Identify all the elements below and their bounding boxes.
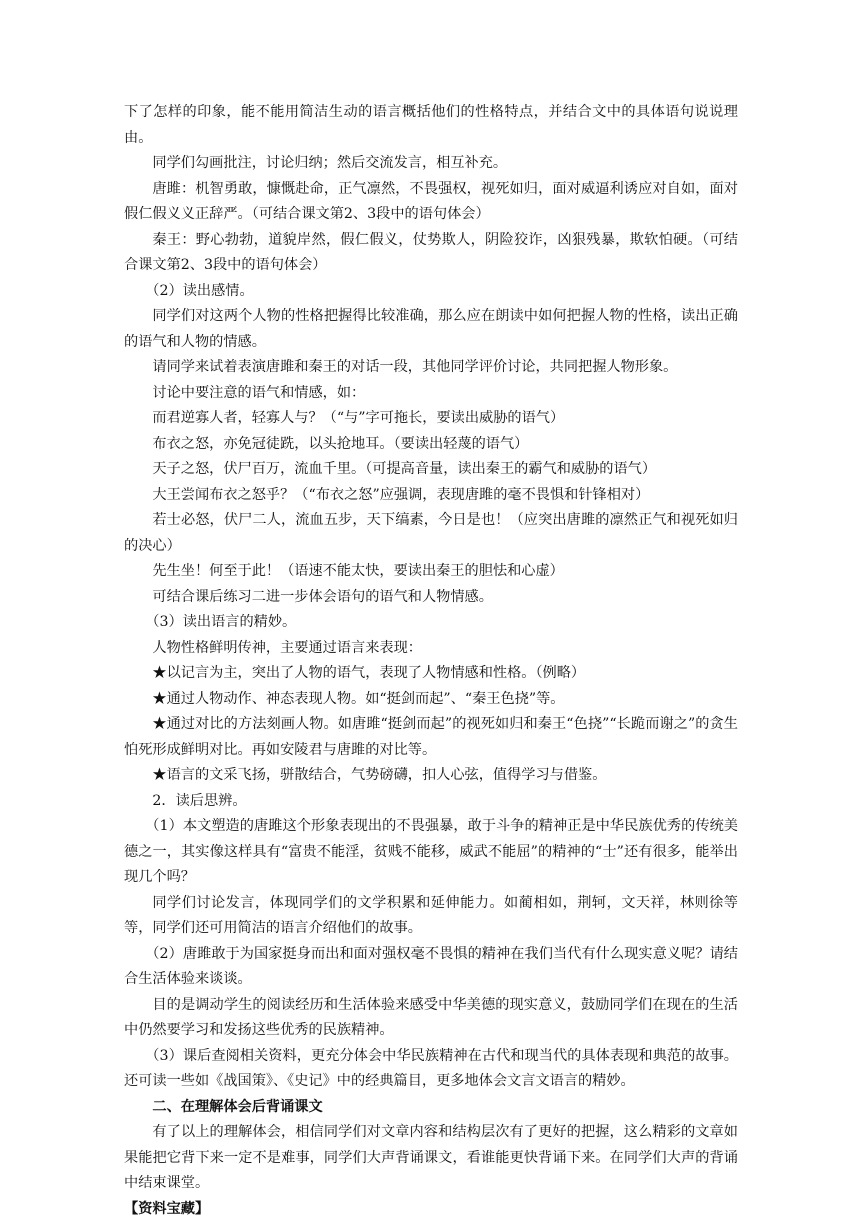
paragraph: 布衣之怒，亦免冠徒跣，以头抢地耳。（要读出轻蔑的语气） bbox=[124, 432, 738, 458]
paragraph: 二、在理解体会后背诵课文 bbox=[124, 1095, 738, 1121]
paragraph: 2．读后思辨。 bbox=[124, 789, 738, 815]
paragraph: （2）唐雎敢于为国家挺身而出和面对强权毫不畏惧的精神在我们当代有什么现实意义呢？请结合生活体验来谈谈。 bbox=[124, 942, 738, 993]
paragraph: 秦王：野心勃勃，道貌岸然，假仁假义，仗势欺人，阴险狡诈，凶狠残暴，欺软怕硬。（可结合课文第2、3段中的语句体会） bbox=[124, 228, 738, 279]
paragraph: ★通过人物动作、神态表现人物。如“挺剑而起”、“秦王色挠”等。 bbox=[124, 687, 738, 713]
paragraph: 人物性格鲜明传神，主要通过语言来表现： bbox=[124, 636, 738, 662]
paragraph: 有了以上的理解体会，相信同学们对文章内容和结构层次有了更好的把握，这么精彩的文章如果能把它背下来一定不是难事，同学们大声背诵课文，看谁能更快背诵下来。在同学们大声的背诵中结束课堂。 bbox=[124, 1120, 738, 1197]
paragraph: 【资料宝藏】 bbox=[124, 1197, 738, 1222]
paragraph: ★语言的文采飞扬，骈散结合，气势磅礴，扣人心弦，值得学习与借鉴。 bbox=[124, 763, 738, 789]
paragraph: 下了怎样的印象，能不能用简洁生动的语言概括他们的性格特点，并结合文中的具体语句说说理由。 bbox=[124, 100, 738, 151]
paragraph: ★通过对比的方法刻画人物。如唐雎“挺剑而起”的视死如归和秦王“色挠”“长跪而谢之”的贪生怕死形成鲜明对比。再如安陵君与唐雎的对比等。 bbox=[124, 712, 738, 763]
paragraph: 若士必怒，伏尸二人，流血五步，天下缟素，今日是也！（应突出唐雎的凛然正气和视死如归的决心） bbox=[124, 508, 738, 559]
paragraph: 同学们对这两个人物的性格把握得比较准确，那么应在朗读中如何把握人物的性格，读出正确的语气和人物的情感。 bbox=[124, 304, 738, 355]
paragraph: 而君逆寡人者，轻寡人与？（“与”字可拖长，要读出威胁的语气） bbox=[124, 406, 738, 432]
paragraph: 先生坐！何至于此！（语速不能太快，要读出秦王的胆怯和心虚） bbox=[124, 559, 738, 585]
paragraph: 可结合课后练习二进一步体会语句的语气和人物情感。 bbox=[124, 585, 738, 611]
paragraph: （2）读出感情。 bbox=[124, 279, 738, 305]
paragraph: 唐雎：机智勇敢，慷慨赴命，正气凛然，不畏强权，视死如归，面对威逼利诱应对自如，面对假仁假义义正辞严。（可结合课文第2、3段中的语句体会） bbox=[124, 177, 738, 228]
paragraph: 同学们勾画批注，讨论归纳；然后交流发言，相互补充。 bbox=[124, 151, 738, 177]
paragraph: （3）课后查阅相关资料，更充分体会中华民族精神在古代和现当代的具体表现和典范的故事。还可读一些如《战国策》、《史记》中的经典篇目，更多地体会文言文语言的精妙。 bbox=[124, 1044, 738, 1095]
paragraph: 天子之怒，伏尸百万，流血千里。（可提高音量，读出秦王的霸气和威胁的语气） bbox=[124, 457, 738, 483]
paragraph: 请同学来试着表演唐雎和秦王的对话一段，其他同学评价讨论，共同把握人物形象。 bbox=[124, 355, 738, 381]
paragraph: 同学们讨论发言，体现同学们的文学积累和延伸能力。如蔺相如，荆轲，文天祥，林则徐等等，同学们还可用简洁的语言介绍他们的故事。 bbox=[124, 891, 738, 942]
paragraph: （3）读出语言的精妙。 bbox=[124, 610, 738, 636]
paragraph: 大王尝闻布衣之怒乎？（“布衣之怒”应强调，表现唐雎的毫不畏惧和针锋相对） bbox=[124, 483, 738, 509]
paragraph: 目的是调动学生的阅读经历和生活体验来感受中华美德的现实意义，鼓励同学们在现在的生活中仍然要学习和发扬这些优秀的民族精神。 bbox=[124, 993, 738, 1044]
paragraph: 讨论中要注意的语气和情感，如： bbox=[124, 381, 738, 407]
paragraph: ★以记言为主，突出了人物的语气，表现了人物情感和性格。（例略） bbox=[124, 661, 738, 687]
document-body bbox=[124, 100, 738, 1222]
paragraph: （1）本文塑造的唐雎这个形象表现出的不畏强暴，敢于斗争的精神正是中华民族优秀的传统美德之一，其实像这样具有“富贵不能淫，贫贱不能移，威武不能屈”的精神的“士”还有很多，能举出现几个吗？ bbox=[124, 814, 738, 891]
